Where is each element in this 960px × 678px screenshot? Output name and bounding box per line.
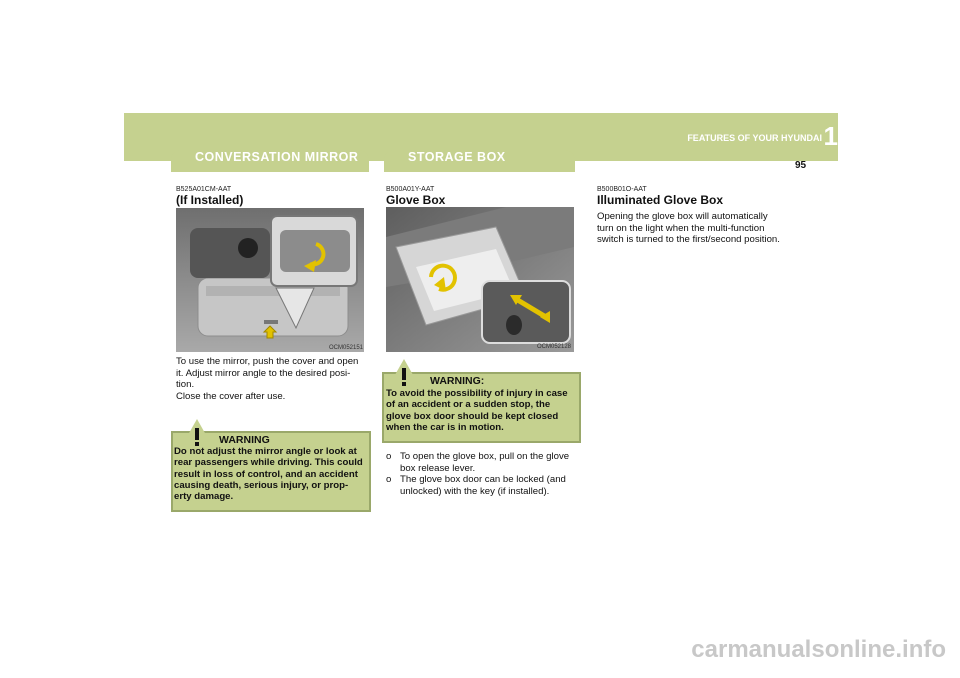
warning-text xyxy=(174,446,364,502)
mirror-illustration xyxy=(176,208,364,352)
text-line: box release lever. xyxy=(400,462,476,474)
text-line: tion. xyxy=(176,379,195,391)
image-code: OCM052128 xyxy=(537,344,572,350)
watermark: carmanualsonline.info xyxy=(691,636,946,663)
text-line: result in loss of control, and an accident xyxy=(174,468,358,480)
subheading: Illuminated Glove Box xyxy=(597,193,724,207)
text-line: unlocked) with the key (if installed). xyxy=(400,485,550,497)
text-line: Opening the glove box will automatically xyxy=(597,211,768,222)
section-code: B525A01CM-AAT xyxy=(176,186,232,193)
warning-text xyxy=(386,388,574,433)
text-line: Close the cover after use. xyxy=(176,390,286,402)
mirror-photo xyxy=(176,208,364,352)
text-line: it. Adjust mirror angle to the desired posi- xyxy=(176,367,351,379)
subheading: (If Installed) xyxy=(176,193,244,207)
chapter-header xyxy=(638,121,838,159)
illuminated-glove-box-text xyxy=(597,211,797,246)
image-code: OCM052151 xyxy=(329,345,364,351)
text-line: rear passengers while driving. This could xyxy=(174,457,363,469)
page-number: 95 xyxy=(795,160,807,171)
section-tab-conversation-mirror xyxy=(171,150,369,172)
text-line: of an accident or a sudden stop, the xyxy=(386,399,551,411)
text-line: To use the mirror, push the cover and open xyxy=(176,356,359,367)
warning-title: WARNING: xyxy=(430,375,485,387)
text-line: switch is turned to the first/second position. xyxy=(597,234,780,246)
bullet-marker: o xyxy=(386,451,392,462)
text-line: To open the glove box, pull on the glove xyxy=(400,451,570,462)
list-item xyxy=(386,451,578,475)
glove-box-photo xyxy=(386,207,574,352)
text-line: causing death, serious injury, or prop- xyxy=(174,479,349,491)
text-line: Do not adjust the mirror angle or look at xyxy=(174,446,357,457)
chapter-title: FEATURES OF YOUR HYUNDAI xyxy=(687,133,822,143)
text-line: erty damage. xyxy=(174,491,234,503)
text-line: The glove box door can be locked (and xyxy=(400,474,566,485)
chapter-number: 1 xyxy=(823,121,838,151)
section-tab-storage-box xyxy=(384,150,575,172)
section-code: B500A01Y-AAT xyxy=(386,186,435,193)
section-title: STORAGE BOX xyxy=(408,150,506,164)
text-line: glove box door should be kept closed xyxy=(386,410,559,422)
section-code: B500B01O-AAT xyxy=(597,186,647,193)
section-title: CONVERSATION MIRROR xyxy=(195,150,359,164)
list-item xyxy=(386,474,578,498)
text-line: when the car is in motion. xyxy=(386,421,504,433)
glove-box-illustration xyxy=(386,207,574,352)
subheading: Glove Box xyxy=(386,193,446,207)
text-line: turn on the light when the multi-function xyxy=(597,222,765,234)
warning-title: WARNING xyxy=(219,434,270,446)
text-line: To avoid the possibility of injury in case xyxy=(386,388,568,399)
warning-triangle-icon xyxy=(386,358,422,390)
mirror-instructions xyxy=(176,356,366,402)
bullet-marker: o xyxy=(386,474,392,485)
